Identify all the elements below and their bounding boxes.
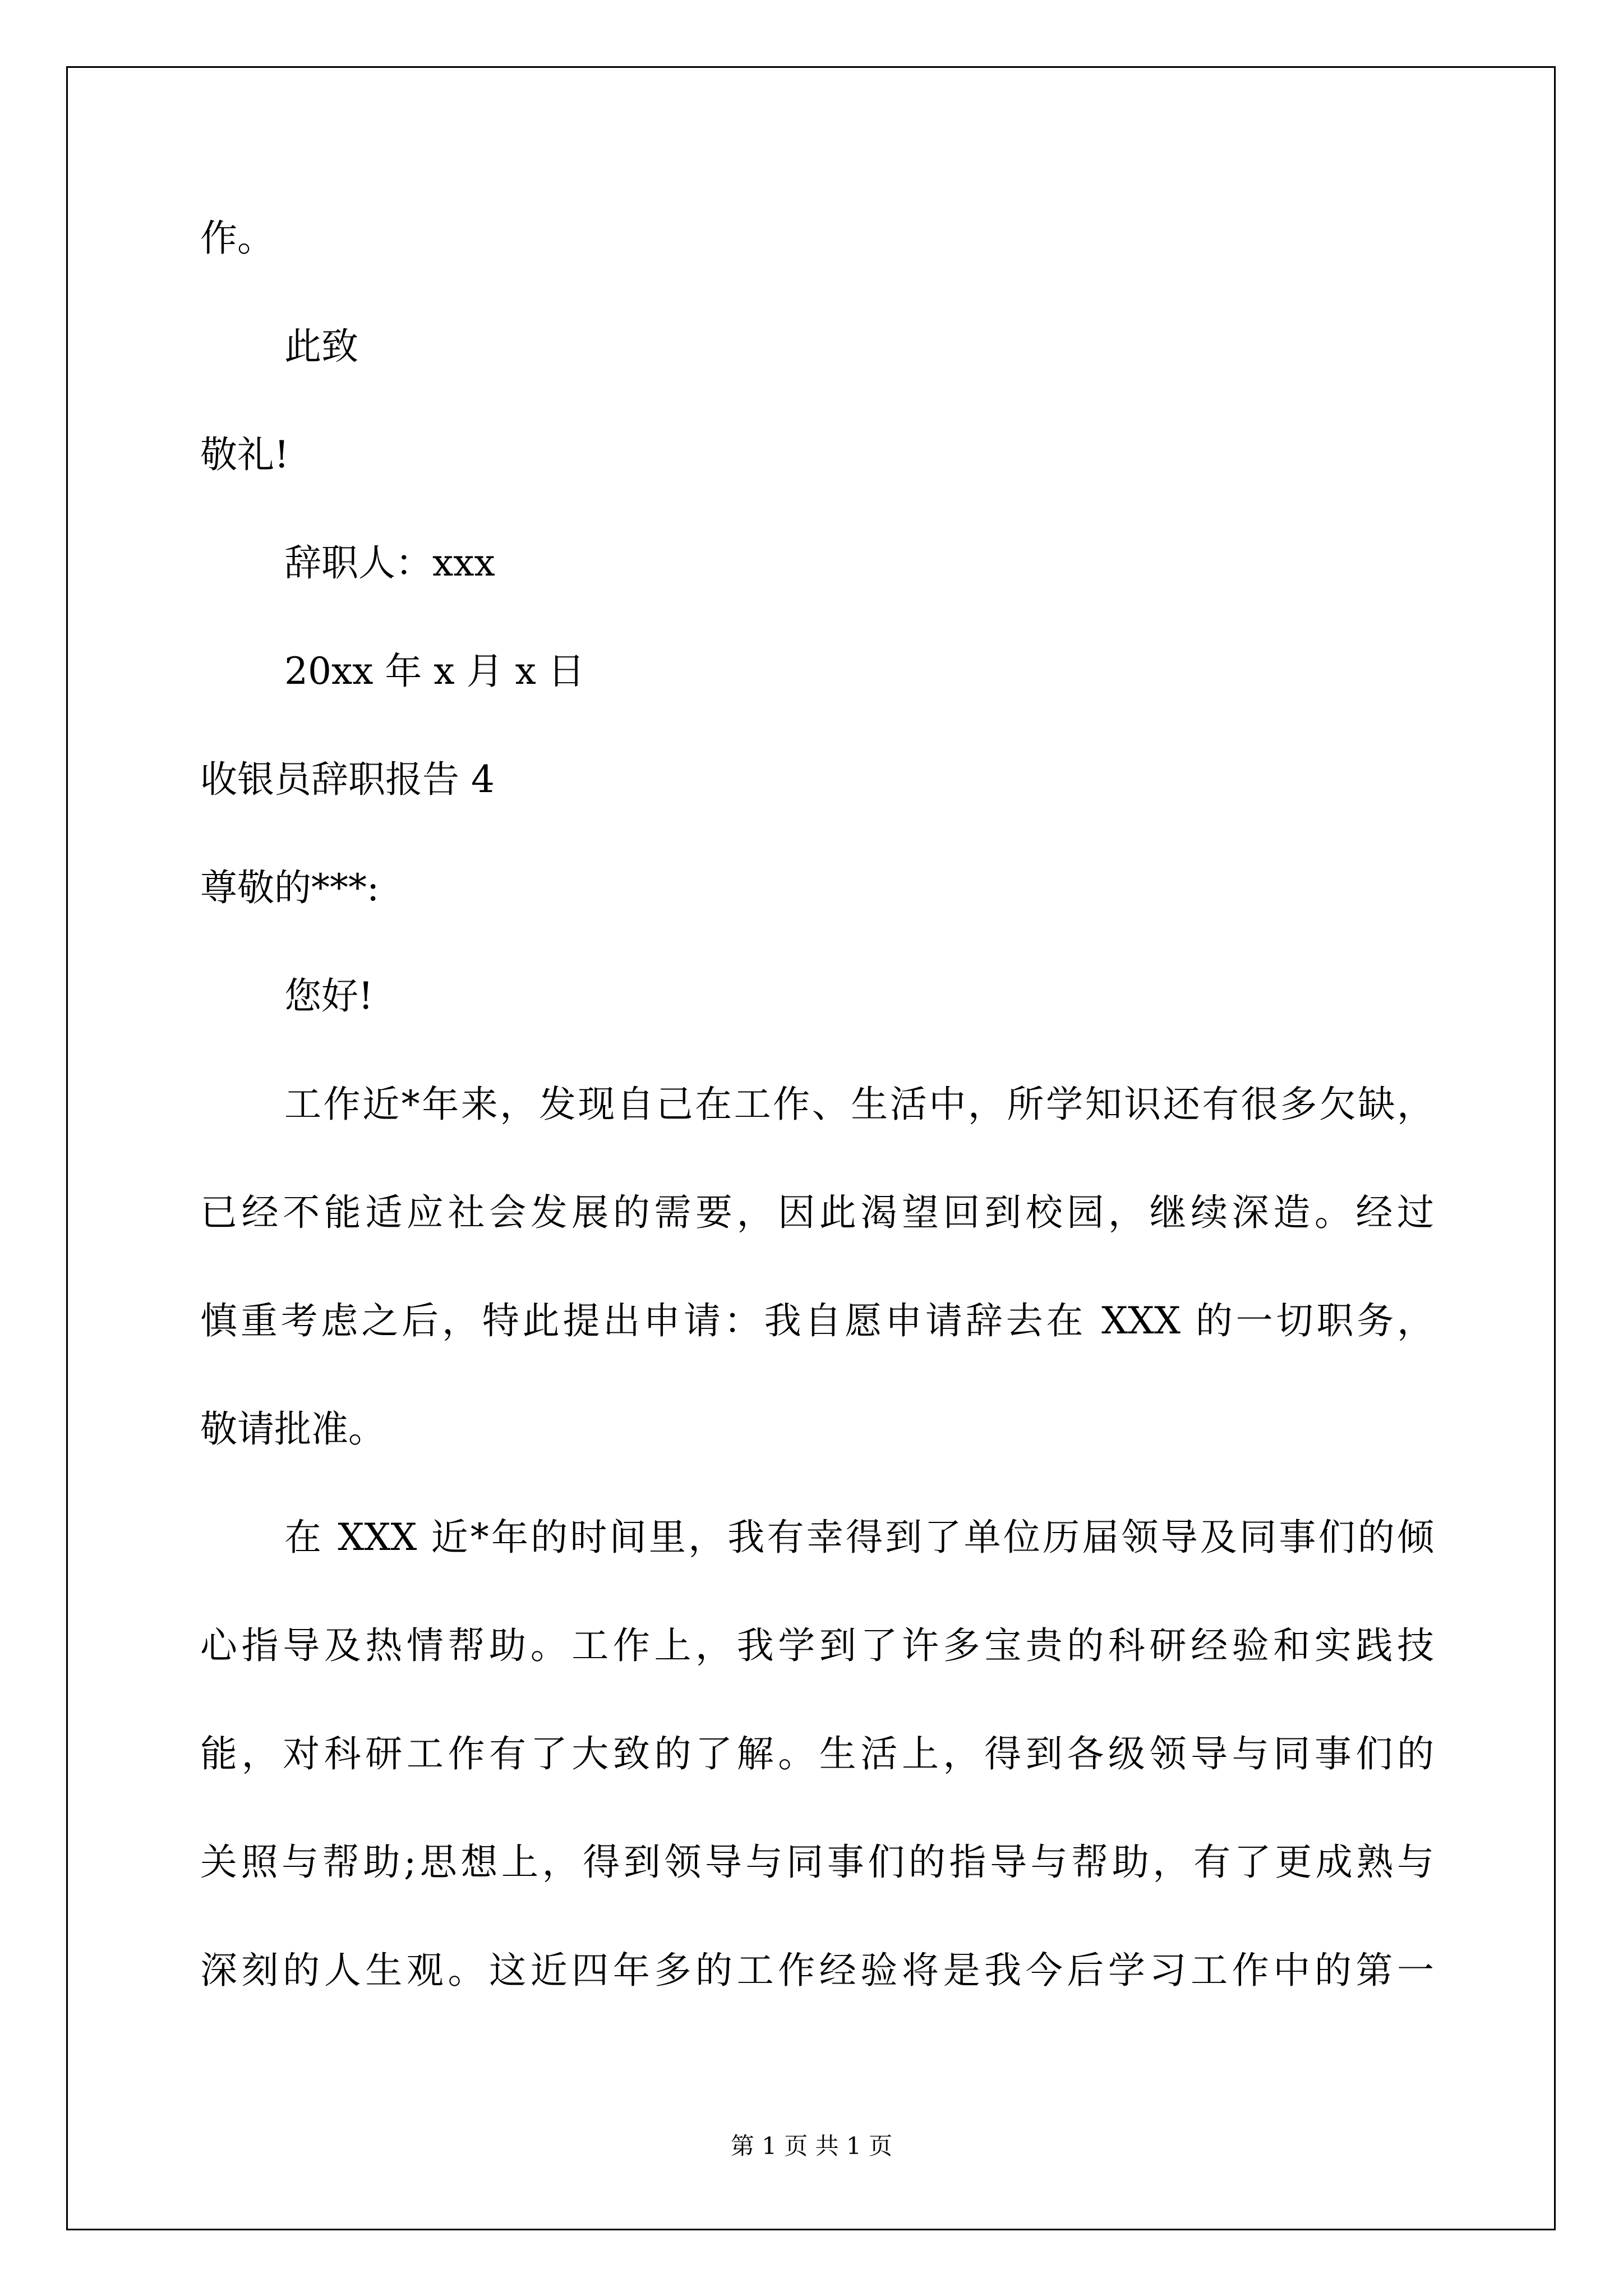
page-border xyxy=(66,66,1556,2230)
date-line: 20xx 年 x 月 x 日 xyxy=(284,650,585,693)
paragraph-line: 能，对科研工作有了大致的了解。生活上，得到各级领导与同事们的 xyxy=(200,1732,1434,1775)
section-title: 收银员辞职报告 4 xyxy=(200,758,495,801)
paragraph-line: 在 XXX 近*年的时间里，我有幸得到了单位历届领导及同事们的倾 xyxy=(284,1516,1434,1559)
paragraph-line: 工作近*年来，发现自己在工作、生活中，所学知识还有很多欠缺， xyxy=(284,1083,1434,1126)
addressee: 尊敬的***: xyxy=(200,866,380,909)
closing-regards: 敬礼! xyxy=(200,433,289,476)
signature-line: 辞职人：xxx xyxy=(284,541,495,585)
greeting: 您好! xyxy=(284,974,374,1018)
text-line: 作。 xyxy=(200,217,274,260)
page-footer: 第 1 页 共 1 页 xyxy=(730,2132,893,2160)
paragraph-line: 敬请批准。 xyxy=(200,1407,385,1451)
salutation-closing: 此致 xyxy=(284,325,358,368)
paragraph-line: 已经不能适应社会发展的需要，因此渴望回到校园，继续深造。经过 xyxy=(200,1191,1434,1234)
paragraph-line: 慎重考虑之后，特此提出申请：我自愿申请辞去在 XXX 的一切职务， xyxy=(200,1299,1434,1342)
paragraph-line: 深刻的人生观。这近四年多的工作经验将是我今后学习工作中的第一 xyxy=(200,1949,1434,1992)
paragraph-line: 关照与帮助;思想上，得到领导与同事们的指导与帮助，有了更成熟与 xyxy=(200,1841,1434,1884)
paragraph-line: 心指导及热情帮助。工作上，我学到了许多宝贵的科研经验和实践技 xyxy=(200,1624,1434,1667)
